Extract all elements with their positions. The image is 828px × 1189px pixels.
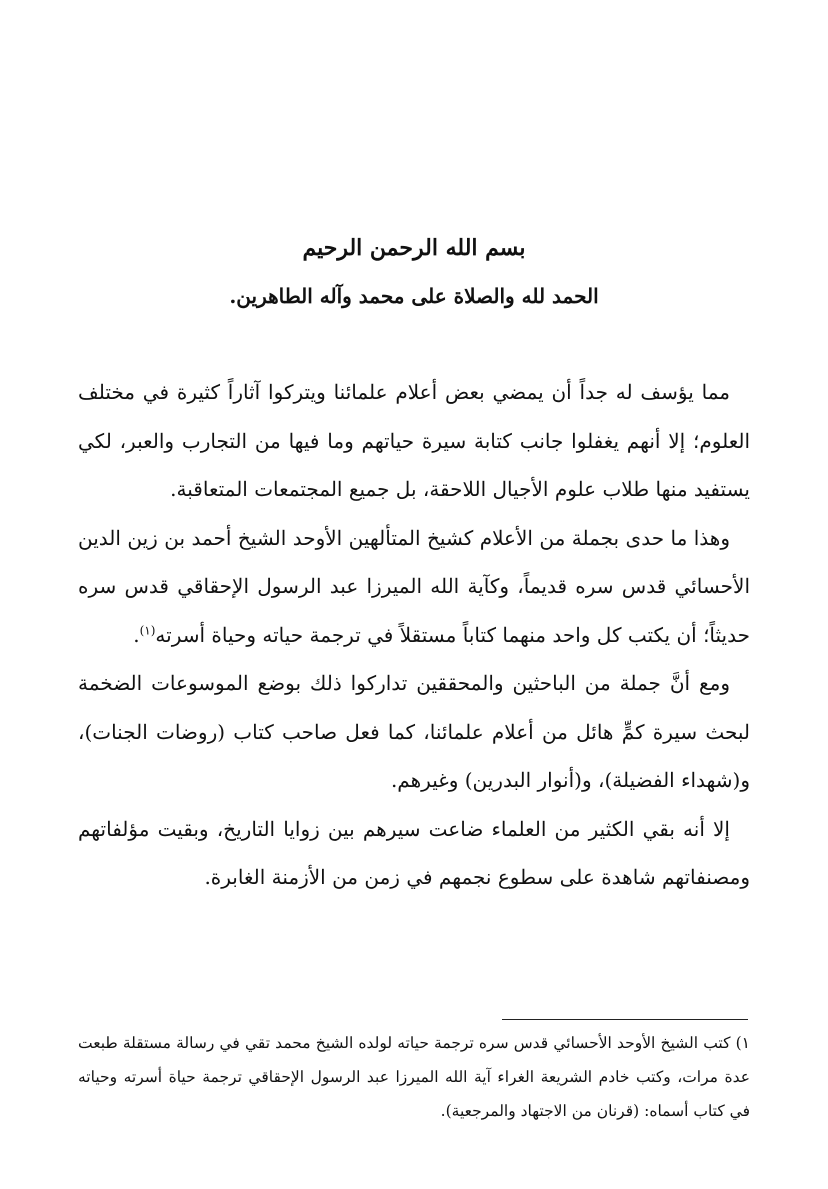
footnote-1: ١) كتب الشيخ الأوحد الأحسائي قدس سره ترجمة حياته لولده الشيخ محمد تقي في رسالة مستقلة طبعت عدة مرات، وكتب خادم الشريعة الغراء آية الله الميرزا عبد الرسول الإحقاقي ترجمة حياة أسرته وحياته في كتاب أسماه: (قرنان من الاجتهاد والمرجعية).: [78, 1034, 750, 1120]
paragraph-text: وهذا ما حدى بجملة من الأعلام كشيخ المتألهين الأوحد الشيخ أحمد بن زين الدين الأحسائي قدس سره قديماً، وكآية الله الميرزا عبد الرسول الإحقاقي قدس سره حديثاً؛ أن يكتب كل واحد منهما كتاباً مستقلاً في ترجمة حياته وحياة أسرته: [78, 525, 750, 647]
paragraph-2: [78, 514, 750, 660]
basmala-heading: بسم الله الرحمن الرحيم: [302, 235, 526, 261]
paragraph-1: [78, 368, 750, 514]
footnotes: [78, 1026, 750, 1128]
footnote-reference[interactable]: (١): [139, 622, 156, 637]
body-text: [78, 368, 750, 902]
paragraph-4: [78, 805, 750, 902]
paragraph-tail: .: [133, 622, 140, 647]
footnote-divider: [502, 1019, 748, 1020]
opening-praise: الحمد لله والصلاة على محمد وآله الطاهرين.: [229, 284, 599, 308]
paragraph-text: ومع أنَّ جملة من الباحثين والمحققين تداركوا ذلك بوضع الموسوعات الضخمة لبحث سيرة كمٍّ هائل من أعلام علمائنا، كما فعل صاحب كتاب (روضات الجنات)، و(شهداء الفضيلة)، و(أنوار البدرين) وغيرهم.: [78, 671, 750, 792]
paragraph-3: [78, 659, 750, 805]
paragraph-text: مما يؤسف له جداً أن يمضي بعض أعلام علمائنا ويتركوا آثاراً كثيرة في مختلف العلوم؛ إلا أنهم يغفلوا جانب كتابة سيرة حياتهم وما فيها من التجارب والعبر، لكي يستفيد منها طلاب علوم الأجيال اللاحقة، بل جميع المجتمعات المتعاقبة.: [78, 380, 750, 501]
paragraph-text: إلا أنه بقي الكثير من العلماء ضاعت سيرهم بين زوايا التاريخ، وبقيت مؤلفاتهم ومصنفاتهم شاهدة على سطوع نجمهم في زمن من الأزمنة الغابرة.: [78, 816, 750, 889]
